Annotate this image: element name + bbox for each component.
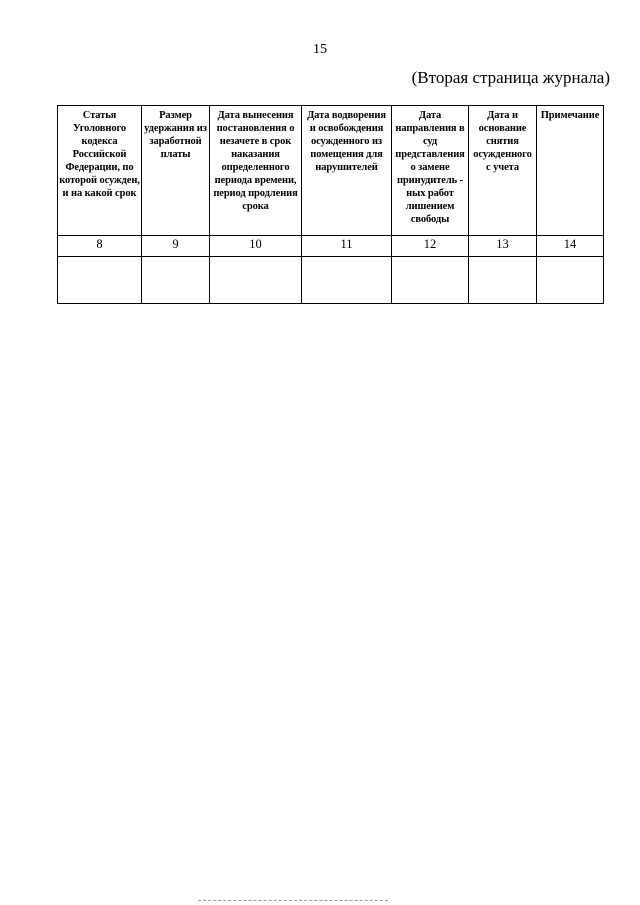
- empty-cell: [210, 257, 302, 304]
- header-cell-deregistration: Дата и основание снятия осужденного с учета: [469, 106, 537, 236]
- header-cell-article: Статья Уголовного кодекса Российской Федерации, по которой осужден, и на какой срок: [58, 106, 142, 236]
- table-header-row: [58, 106, 604, 236]
- page-number: 15: [313, 42, 327, 57]
- empty-cell: [469, 257, 537, 304]
- table-row: [58, 257, 604, 304]
- column-number: 11: [302, 236, 392, 257]
- empty-cell: [142, 257, 210, 304]
- header-cell-court-submission: Дата направления в суд представления о замене принудитель - ных работ лишением свободы: [392, 106, 469, 236]
- column-number: 10: [210, 236, 302, 257]
- empty-cell: [58, 257, 142, 304]
- empty-cell: [537, 257, 604, 304]
- column-number: 8: [58, 236, 142, 257]
- header-cell-deduction: Размер удержания из заработной платы: [142, 106, 210, 236]
- column-number: 12: [392, 236, 469, 257]
- journal-table: [57, 105, 604, 304]
- column-number: 13: [469, 236, 537, 257]
- column-number-row: [58, 236, 604, 257]
- page-caption: (Вторая страница журнала): [411, 68, 610, 87]
- empty-cell: [302, 257, 392, 304]
- header-cell-note: Примечание: [537, 106, 604, 236]
- empty-cell: [392, 257, 469, 304]
- header-cell-placement-release: Дата водворения и освобождения осужденного из помещения для нарушителей: [302, 106, 392, 236]
- column-number: 9: [142, 236, 210, 257]
- header-cell-non-credit-decision: Дата вынесения постановления о незачете в срок наказания определенного периода времени, период продления срока: [210, 106, 302, 236]
- scan-edge-mark: [198, 900, 388, 902]
- column-number: 14: [537, 236, 604, 257]
